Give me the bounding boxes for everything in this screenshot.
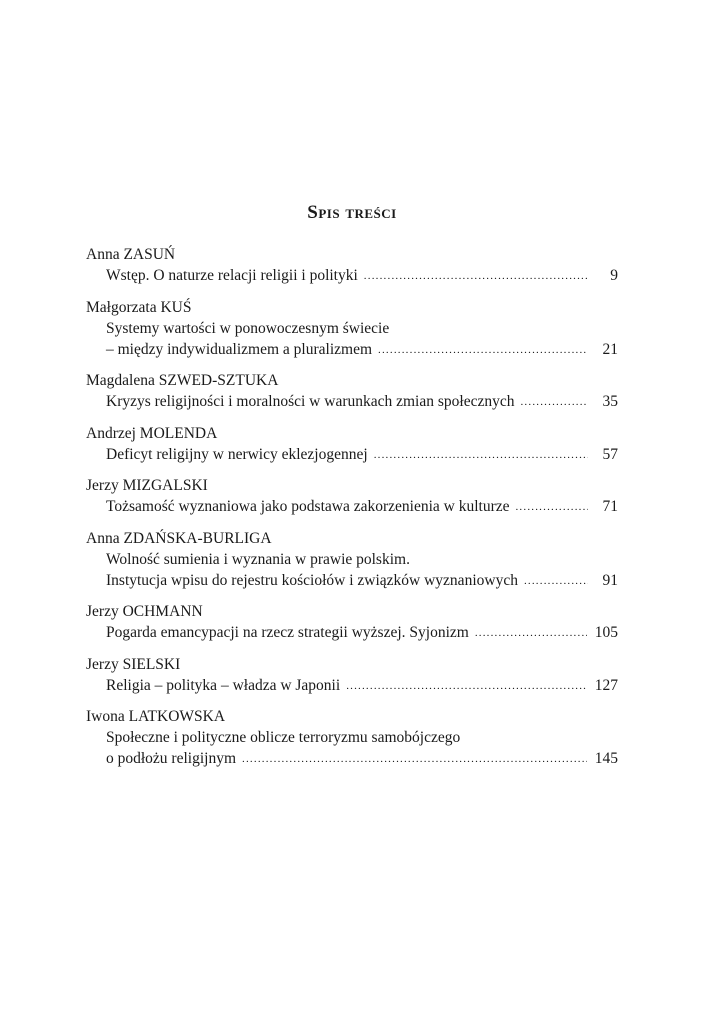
- toc-author: Anna ZDAŃSKA-BURLIGA: [86, 529, 272, 547]
- page-number: 71: [602, 498, 618, 515]
- toc-title-line: o podłożu religijnym: [106, 750, 237, 767]
- toc-author: Jerzy SIELSKI: [86, 655, 181, 673]
- page-number: 21: [602, 340, 618, 358]
- toc-title-line: Wstęp. O naturze relacji religii i polityki: [106, 267, 358, 284]
- dot-leader: [475, 623, 587, 644]
- toc-entry[interactable]: [86, 528, 618, 593]
- toc-entry[interactable]: [86, 244, 618, 288]
- toc-title-row: [86, 496, 618, 519]
- toc-title-row: [86, 675, 618, 698]
- toc-entry[interactable]: [86, 654, 618, 698]
- dot-leader: [346, 676, 587, 697]
- toc-title-row: [86, 748, 618, 771]
- toc-entry[interactable]: [86, 423, 618, 467]
- page-number: 105: [594, 624, 618, 641]
- page-number: 57: [602, 445, 618, 463]
- toc-title-line: Tożsamość wyznaniowa jako podstawa zakorzenienia w kulturze: [106, 498, 510, 515]
- toc-author: Magdalena SZWED-SZTUKA: [86, 372, 279, 389]
- dot-leader: [378, 340, 588, 361]
- toc-author: Małgorzata KUŚ: [86, 298, 192, 316]
- page-number: 91: [602, 571, 618, 589]
- toc-title-line: Systemy wartości w ponowoczesnym świecie: [106, 319, 390, 337]
- toc-title-line: Religia – polityka – władza w Japonii: [106, 676, 341, 694]
- toc-entry[interactable]: [86, 370, 618, 414]
- toc-title-row: [86, 622, 618, 645]
- toc-author: Jerzy OCHMANN: [86, 603, 203, 620]
- toc-title-line: Społeczne i polityczne oblicze terroryzmu samobójczego: [106, 729, 461, 746]
- dot-leader: [374, 445, 588, 466]
- toc-title-row: [86, 444, 618, 467]
- toc-title-row: [86, 339, 618, 362]
- toc-title-line: Instytucja wpisu do rejestru kościołów i związków wyznaniowych: [106, 571, 518, 589]
- page-number: 127: [594, 676, 618, 694]
- page-number: 145: [594, 750, 618, 767]
- toc-author: Anna ZASUŃ: [86, 246, 176, 263]
- toc-author: Iwona LATKOWSKA: [86, 708, 226, 725]
- toc-author: Jerzy MIZGALSKI: [86, 477, 208, 494]
- table-of-contents: [86, 244, 618, 780]
- toc-title-row: [86, 570, 618, 593]
- toc-title-line: Pogarda emancypacji na rzecz strategii wyższej. Syjonizm: [106, 624, 469, 641]
- dot-leader: [524, 571, 588, 592]
- toc-title-row: [86, 265, 618, 288]
- toc-author: Andrzej MOLENDA: [86, 424, 218, 442]
- dot-leader: [242, 749, 587, 770]
- page-title: Spis treści: [307, 202, 397, 223]
- toc-title-line: Deficyt religijny w nerwicy eklezjogennej: [106, 445, 368, 463]
- page-number: 35: [602, 393, 618, 410]
- dot-leader: [520, 392, 588, 413]
- toc-entry[interactable]: [86, 706, 618, 771]
- toc-title-line: Wolność sumienia i wyznania w prawie polskim.: [106, 550, 410, 568]
- toc-title-line: Kryzys religijności i moralności w warunkach zmian społecznych: [106, 393, 515, 410]
- toc-entry[interactable]: [86, 475, 618, 519]
- toc-title-line: – między indywidualizmem a pluralizmem: [106, 340, 373, 358]
- dot-leader: [515, 497, 588, 518]
- toc-entry[interactable]: [86, 601, 618, 645]
- page-number: 9: [610, 267, 618, 284]
- toc-title-row: [86, 391, 618, 414]
- dot-leader: [364, 266, 588, 287]
- toc-entry[interactable]: [86, 297, 618, 362]
